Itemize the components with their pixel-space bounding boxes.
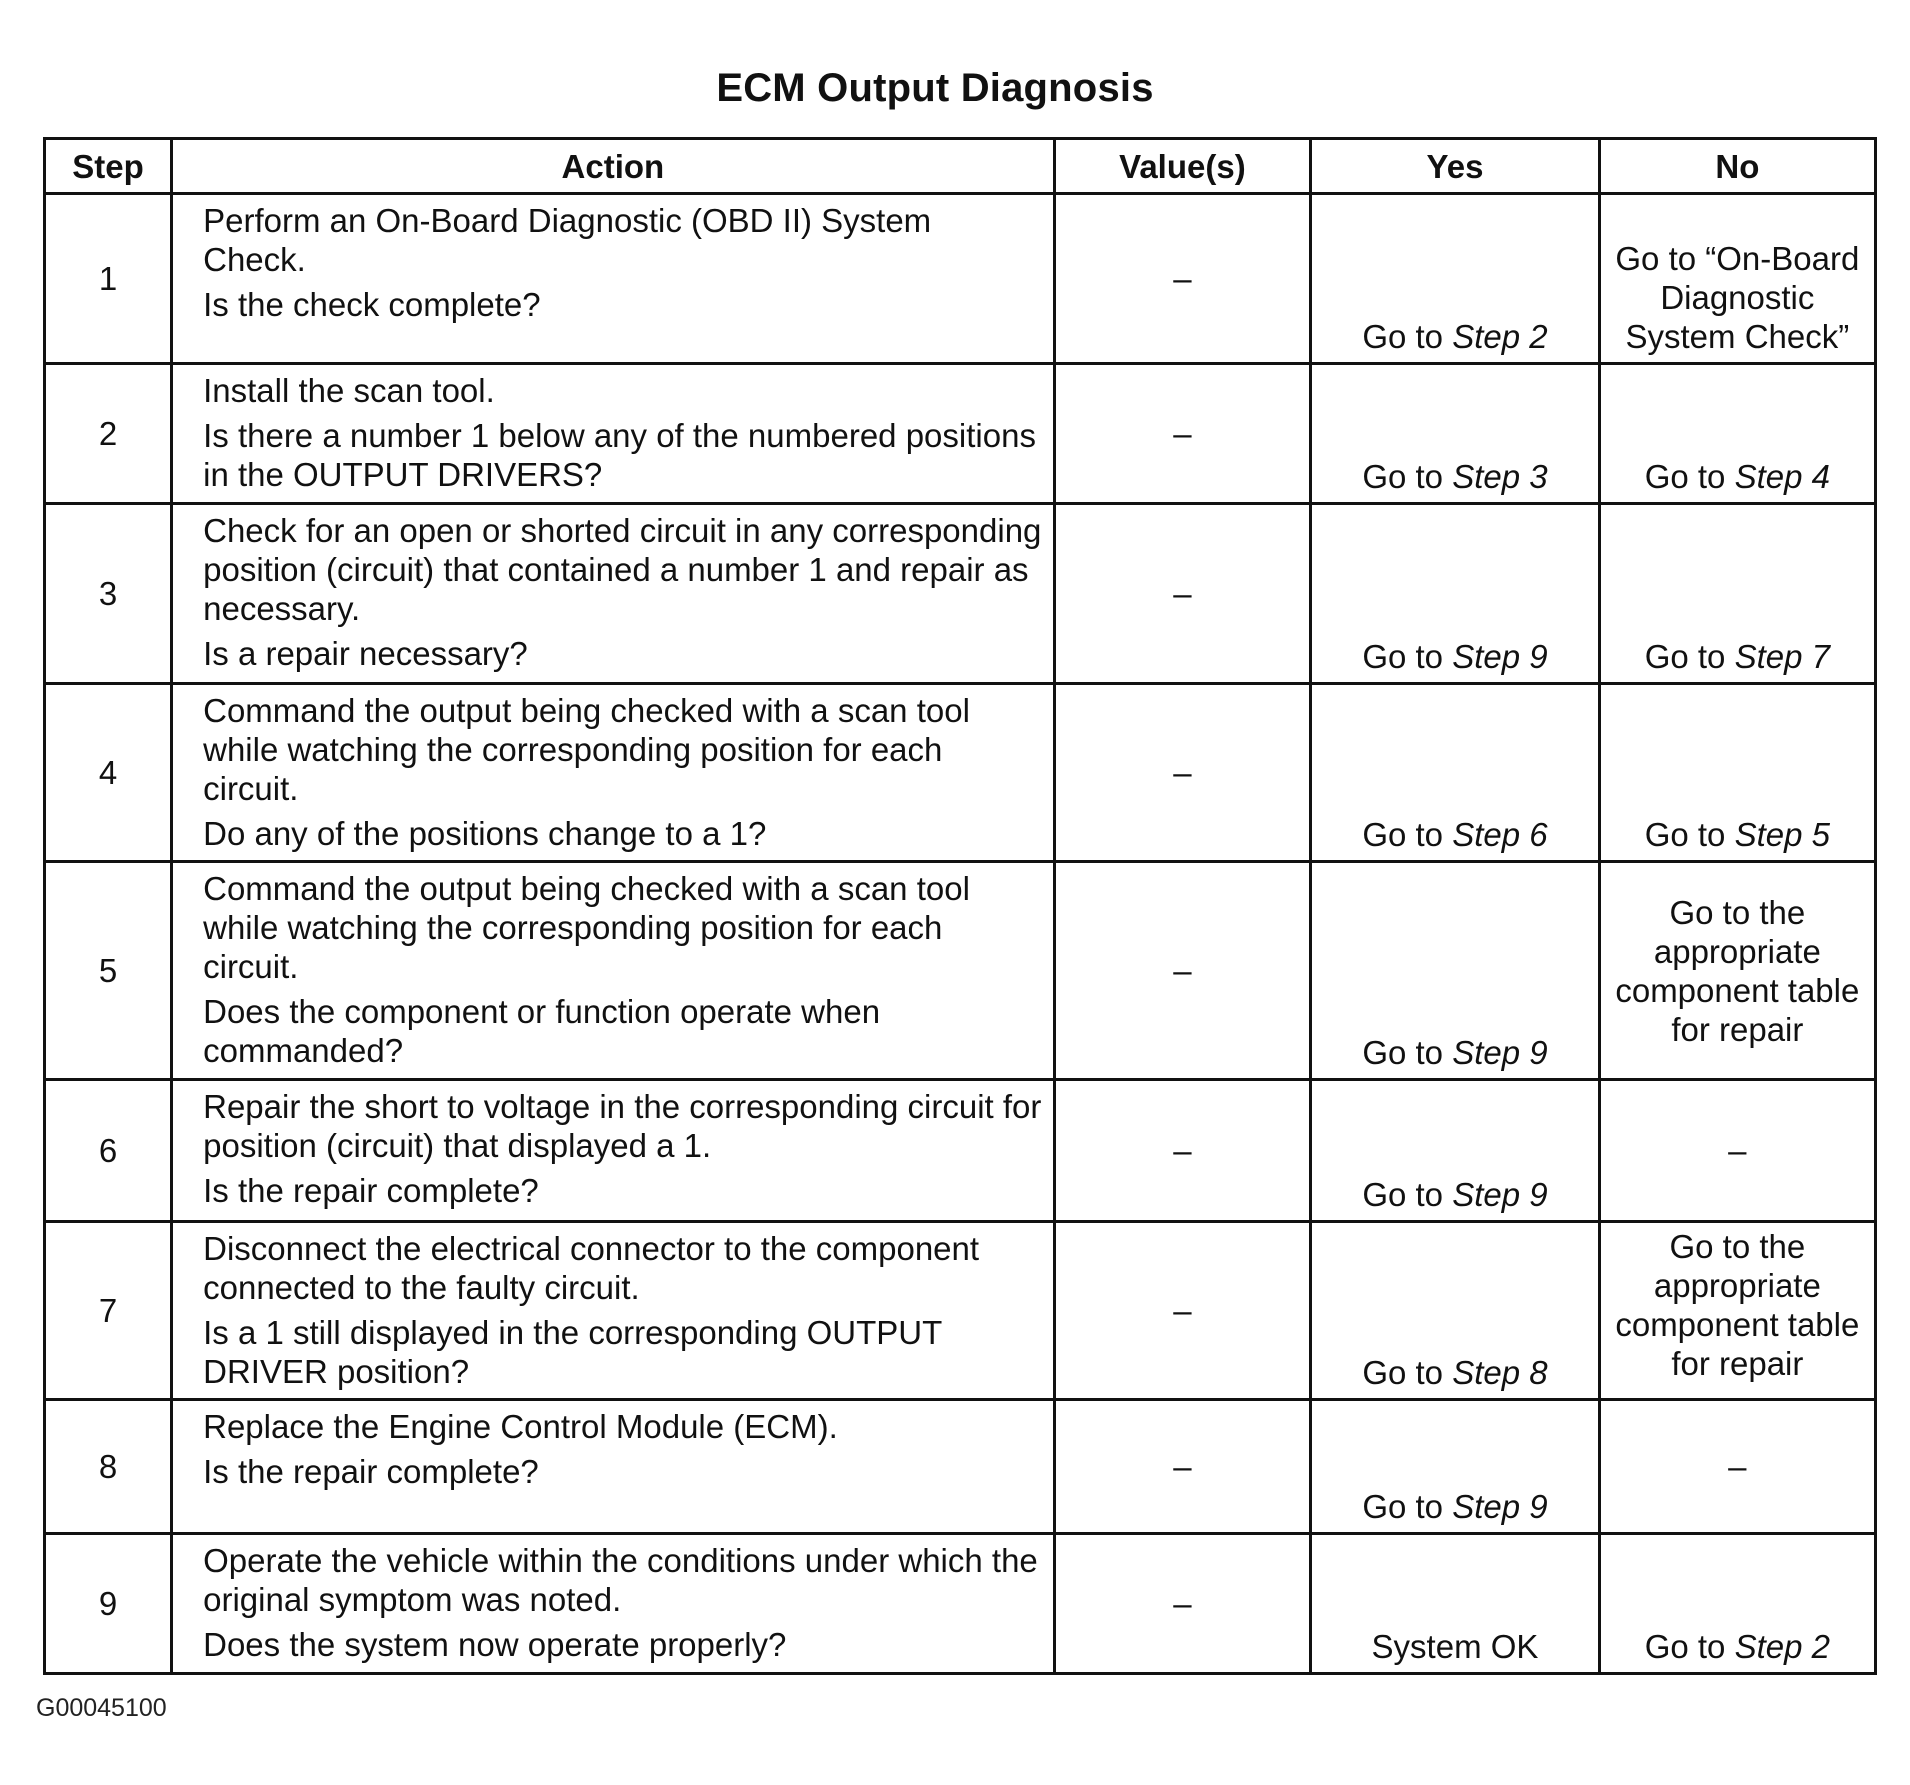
yes-goto-prefix: Go to (1362, 458, 1453, 495)
yes-cell (1311, 1400, 1599, 1534)
yes-cell (1311, 364, 1599, 504)
yes-goto-prefix: Go to (1362, 1488, 1453, 1525)
action-cell (172, 194, 1054, 364)
action-instruction: Replace the Engine Control Module (ECM). (203, 1408, 838, 1445)
value-cell: – (1054, 504, 1311, 684)
yes-goto-prefix: Go to (1362, 1034, 1453, 1071)
table-body (45, 194, 1876, 1674)
no-text: – (1728, 1448, 1747, 1485)
value-cell: – (1054, 684, 1311, 862)
no-goto-step: Step 7 (1734, 638, 1831, 675)
action-question: Does the component or function operate when commanded? (203, 993, 881, 1069)
action-question: Is the repair complete? (203, 1453, 539, 1490)
yes-goto-prefix: Go to (1362, 1176, 1453, 1213)
step-number: 4 (45, 684, 172, 862)
value-cell: – (1054, 194, 1311, 364)
table-row (45, 504, 1876, 684)
yes-goto-step: Step 9 (1452, 1034, 1548, 1071)
no-goto-prefix: Go to (1644, 458, 1735, 495)
yes-goto-prefix: Go to (1362, 1354, 1453, 1391)
value-cell: – (1054, 862, 1311, 1080)
yes-goto-step: Step 8 (1452, 1354, 1548, 1391)
action-cell (172, 1534, 1054, 1674)
yes-cell (1311, 1222, 1599, 1400)
yes-goto-prefix: Go to (1362, 318, 1453, 355)
no-cell (1599, 1534, 1875, 1674)
table-header-row (45, 139, 1876, 194)
yes-goto-prefix: Go to (1362, 638, 1453, 675)
no-cell (1599, 1222, 1875, 1400)
page-title: ECM Output Diagnosis (716, 66, 1154, 110)
action-instruction: Command the output being checked with a scan tool while watching the corresponding position for each circuit. (203, 870, 970, 985)
yes-goto-step: Step 3 (1452, 458, 1548, 495)
no-cell (1599, 1080, 1875, 1222)
value-cell: – (1054, 1222, 1311, 1400)
yes-goto-step: Step 9 (1452, 638, 1548, 675)
no-goto-prefix: Go to (1644, 1628, 1735, 1665)
value-cell: – (1054, 364, 1311, 504)
action-instruction: Install the scan tool. (203, 372, 495, 409)
yes-cell (1311, 1534, 1599, 1674)
yes-cell (1311, 1080, 1599, 1222)
action-question: Do any of the positions change to a 1? (203, 815, 767, 852)
action-question: Is a repair necessary? (203, 635, 528, 672)
no-text: – (1728, 1132, 1747, 1169)
table-row (45, 194, 1876, 364)
no-text: Go to the appropriate component table for repair (1615, 1228, 1860, 1382)
action-question: Is the check complete? (203, 286, 541, 323)
action-cell (172, 1400, 1054, 1534)
figure-id: G00045100 (36, 1694, 167, 1722)
action-question: Is there a number 1 below any of the numbered positions in the OUTPUT DRIVERS? (203, 417, 1036, 493)
step-number: 2 (45, 364, 172, 504)
action-cell (172, 1222, 1054, 1400)
action-instruction: Command the output being checked with a scan tool while watching the corresponding position for each circuit. (203, 692, 970, 807)
no-goto-step: Step 4 (1734, 458, 1831, 495)
action-cell (172, 364, 1054, 504)
yes-text: System OK (1371, 1628, 1539, 1665)
table-row (45, 364, 1876, 504)
yes-cell (1311, 194, 1599, 364)
yes-goto-step: Step 9 (1452, 1488, 1548, 1525)
step-number: 3 (45, 504, 172, 684)
no-cell (1599, 1400, 1875, 1534)
no-goto-step: Step 2 (1734, 1628, 1831, 1665)
action-question: Does the system now operate properly? (203, 1626, 787, 1663)
yes-goto-step: Step 6 (1452, 816, 1548, 853)
table-row (45, 684, 1876, 862)
step-number: 8 (45, 1400, 172, 1534)
action-instruction: Repair the short to voltage in the corresponding circuit for position (circuit) that displayed a 1. (203, 1088, 1042, 1164)
table-row (45, 1400, 1876, 1534)
no-goto-step: Step 5 (1734, 816, 1831, 853)
table-row (45, 1222, 1876, 1400)
no-goto-prefix: Go to (1644, 638, 1735, 675)
value-cell: – (1054, 1534, 1311, 1674)
yes-goto-step: Step 2 (1452, 318, 1548, 355)
no-cell (1599, 504, 1875, 684)
step-number: 5 (45, 862, 172, 1080)
table-row (45, 1534, 1876, 1674)
header-no: No (1599, 139, 1875, 194)
yes-cell (1311, 504, 1599, 684)
table-row (45, 1080, 1876, 1222)
no-cell (1599, 684, 1875, 862)
header-action: Action (172, 139, 1054, 194)
no-text: Go to the appropriate component table for repair (1615, 893, 1860, 1048)
action-cell (172, 504, 1054, 684)
header-values: Value(s) (1054, 139, 1311, 194)
action-question: Is a 1 still displayed in the corresponding OUTPUT DRIVER position? (203, 1314, 942, 1390)
action-cell (172, 684, 1054, 862)
no-goto-prefix: Go to (1644, 816, 1735, 853)
step-number: 9 (45, 1534, 172, 1674)
step-number: 1 (45, 194, 172, 364)
yes-goto-step: Step 9 (1452, 1176, 1548, 1213)
action-cell (172, 862, 1054, 1080)
action-instruction: Disconnect the electrical connector to the component connected to the faulty circuit. (203, 1230, 980, 1306)
yes-cell (1311, 684, 1599, 862)
no-cell (1599, 862, 1875, 1080)
table-row (45, 862, 1876, 1080)
value-cell: – (1054, 1080, 1311, 1222)
action-cell (172, 1080, 1054, 1222)
header-step: Step (45, 139, 172, 194)
no-cell (1599, 194, 1875, 364)
action-instruction: Perform an On-Board Diagnostic (OBD II) System Check. (203, 202, 932, 278)
no-cell (1599, 364, 1875, 504)
action-instruction: Check for an open or shorted circuit in any corresponding position (circuit) that contained a number 1 and repair as necessary. (203, 512, 1042, 627)
step-number: 6 (45, 1080, 172, 1222)
action-instruction: Operate the vehicle within the conditions under which the original symptom was noted. (203, 1542, 1038, 1618)
header-yes: Yes (1311, 139, 1599, 194)
yes-cell (1311, 862, 1599, 1080)
no-text: Go to “On-Board Diagnostic System Check” (1615, 240, 1860, 355)
yes-goto-prefix: Go to (1362, 816, 1453, 853)
diagnosis-table (43, 137, 1877, 1675)
value-cell: – (1054, 1400, 1311, 1534)
step-number: 7 (45, 1222, 172, 1400)
action-question: Is the repair complete? (203, 1172, 539, 1209)
